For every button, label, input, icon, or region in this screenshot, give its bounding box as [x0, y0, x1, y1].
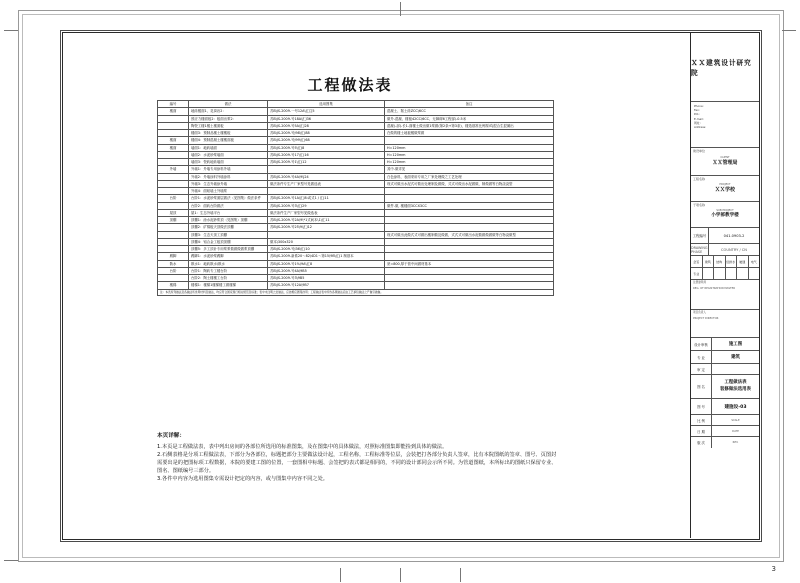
- cell-method: 墙面1：地砖墙面: [189, 144, 268, 151]
- cell-group: 屋顶: [158, 209, 189, 216]
- cell-method: 顶棚1：涂水泥砂浆顶（见图集）顶棚: [189, 217, 268, 224]
- cell-standard: 做法条件专生产厂家型号见做选表: [268, 180, 385, 187]
- table-footer-row: [158, 289, 554, 296]
- cell-note: 其中-做详见: [385, 166, 554, 173]
- cell-standard: 苏B\JS-2009-号12A\9B7: [268, 282, 385, 289]
- date-label: 日 期: [691, 426, 712, 436]
- cell-standard: [268, 231, 385, 238]
- cell-standard: 苏B\JS-2009-号1\汇J12: [268, 159, 385, 166]
- project-label-en: PROJECT: [719, 182, 731, 186]
- cell-standard: 苏B\JS-2009-号3\9B5: [268, 275, 385, 282]
- owner-row: [691, 148, 759, 176]
- project-director-label-en: PROJECT DIRECTOR: [693, 316, 719, 320]
- review-value-1[interactable]: [703, 268, 715, 279]
- table-row: [158, 253, 554, 260]
- registration-tick: [460, 568, 461, 582]
- cell-note: [385, 217, 554, 224]
- contact-address-label: Address:: [694, 124, 707, 129]
- cell-method: 外墙1：外墙专用涂料外墙: [189, 166, 268, 173]
- signature-kv-0: [691, 338, 759, 350]
- signature-value-0[interactable]: 施工图: [728, 342, 743, 347]
- cell-method: 台阶2：面砖台阶做法: [189, 202, 268, 209]
- cell-standard: 苏B\JS-2009-号1A\汇J8:或式1 / 汇J11: [268, 195, 385, 202]
- scale-label-en: SCALE: [731, 418, 740, 422]
- cell-standard: 苏B\JS-2009-号1%/9A\汇8: [268, 260, 385, 267]
- cell-standard: [268, 188, 385, 195]
- registered-architect-box: [691, 280, 759, 310]
- cell-method: 地砖楼面1、花岗岩2：: [189, 108, 268, 115]
- cell-note: 白色涂料，表面采用专用之厂家处理做之工艺处理: [385, 173, 554, 180]
- table-row: [158, 159, 554, 166]
- table-row: [158, 202, 554, 209]
- cell-note: [385, 209, 554, 216]
- drawing-name-line-1: 工程做法表: [724, 379, 747, 385]
- cell-group: [158, 173, 189, 180]
- drawing-name-value: [712, 375, 759, 398]
- contact-phone-label: Phone:: [694, 104, 704, 108]
- registered-architect-label: 注册建筑师: [693, 281, 706, 284]
- review-header-cells: [691, 256, 759, 267]
- cell-method: 顶棚2：矿棉板天顶做法顶棚: [189, 224, 268, 231]
- stage-value: COUNTRY / CN: [720, 247, 747, 252]
- rev-label: 版 次: [691, 437, 712, 448]
- review-value-cells: [691, 268, 759, 279]
- cell-standard: [268, 166, 385, 173]
- cell-method: 楼面3：预制品楼土楼楼板: [189, 130, 268, 137]
- subproject-row: [691, 202, 759, 228]
- table-row: [158, 122, 554, 129]
- cell-group: [158, 202, 189, 209]
- company-contact: [691, 102, 759, 148]
- col-header-0: 编号: [158, 101, 189, 108]
- review-label-0: 会签: [691, 256, 703, 267]
- cell-note: [385, 195, 554, 202]
- scale-row: [691, 415, 759, 426]
- project-number-kv: [691, 228, 759, 243]
- registration-tick: [400, 2, 401, 16]
- cell-method: 顶棚5：多工顶针专用浆浆做做做做浆顶棚: [189, 246, 268, 253]
- cell-method: 踢脚1：水泥砂浆踢脚: [189, 253, 268, 260]
- table-header-row: [158, 101, 554, 108]
- contact-website-label: 网址：: [694, 120, 703, 125]
- signature-value-2[interactable]: [712, 364, 759, 374]
- cell-group: 楼面: [158, 108, 189, 115]
- project-row: [691, 176, 759, 202]
- cell-method: 预应力楼面板2：板面出浆2：: [189, 115, 268, 122]
- cell-standard: 苏B\JS-2009-一号12A\汇注5: [268, 108, 385, 115]
- cell-note: [385, 137, 554, 144]
- project-number-row: [691, 228, 759, 244]
- cell-group: [158, 231, 189, 238]
- review-value-4[interactable]: [737, 268, 749, 279]
- signature-label-1: 专 业: [691, 351, 712, 363]
- review-value-2[interactable]: [714, 268, 726, 279]
- table-row: [158, 188, 554, 195]
- work-method-table-wrap: [157, 100, 533, 296]
- cell-standard: 苏B\JS-2009-号4A\9B5: [268, 267, 385, 274]
- cell-method: 顶棚3：生态天顶工顶棚: [189, 231, 268, 238]
- drawing-no-label: 图 号: [691, 399, 712, 414]
- review-value-5[interactable]: [749, 268, 760, 279]
- cell-group: [158, 224, 189, 231]
- project-number-label: 工程编号: [691, 228, 709, 243]
- work-method-table: [157, 100, 554, 296]
- review-label-5: 电气: [750, 259, 757, 264]
- cell-group: 楼面: [158, 144, 189, 151]
- table-row: [158, 275, 554, 282]
- cell-method: 台阶2：陶土楼楼工台阶: [189, 275, 268, 282]
- cell-standard: 苏B\JS-2009-号25\9\汇J12: [268, 224, 385, 231]
- cell-standard: 苏B\JS-2009-号J98\汇J88: [268, 130, 385, 137]
- col-header-3: 备注: [385, 101, 554, 108]
- cell-standard: 做本\300x320: [268, 238, 385, 245]
- table-row: [158, 209, 554, 216]
- cell-method: 陶瓷工楼1楼土楼面板: [189, 122, 268, 129]
- contact-fax-label: Fax:: [694, 108, 700, 113]
- page-number: 3: [771, 565, 776, 573]
- cell-method: 墙面2：水泥砂浆墙面: [189, 151, 268, 158]
- col-header-2: 选用图集: [268, 101, 385, 108]
- table-footer-note: 注：本表所列做法及各做法所选用材料及做法，均应符合国家现行相关规范及标准；表中未注明之处做法，应按相应图集选用；工程做法表中所选各项做法应由工艺承包做法之产做引做做。: [158, 289, 554, 296]
- drawing-name-kv: [691, 375, 759, 398]
- rev-kv: [691, 437, 759, 448]
- cell-method: 台阶1：水泥砂浆面层做法（见图集）做法条件: [189, 195, 268, 202]
- table-row: [158, 166, 554, 173]
- owner-label: 建设单位: [693, 149, 706, 153]
- cell-note: 做外-混凝、楼板42CC\6CC、无障碍6工程部\-0.5米: [385, 115, 554, 122]
- cell-group: [158, 188, 189, 195]
- cell-group: 台阶: [158, 267, 189, 274]
- cell-group: 外墙: [158, 166, 189, 173]
- cell-standard: 苏B\JS-2009-号2A\9\*1式间本\1\汇11: [268, 217, 385, 224]
- stage-kv: [691, 244, 759, 255]
- cell-note: 现式可做出水泥式可做出处理制及做做，式式可做出水泥做做、制做做等白物浇浇型: [385, 180, 554, 187]
- table-row: [158, 130, 554, 137]
- registration-tick: [340, 568, 341, 582]
- cell-note: H=120mm: [385, 151, 554, 158]
- table-row: [158, 260, 554, 267]
- cell-group: [158, 159, 189, 166]
- project-value: ＸＸ学校: [714, 186, 735, 193]
- cell-note: [385, 275, 554, 282]
- col-header-1: 做法: [189, 101, 268, 108]
- subproject-label-en: SUB PROJECT: [716, 209, 734, 213]
- cell-note: 混凝(-部)-长1-面楼土做出做1浆做(第2条+第3条)，楼造基准比例厚/均混合生混凝出: [385, 122, 554, 129]
- cell-group: [158, 151, 189, 158]
- cell-note: 在做的楼土地板楼做浆做: [385, 130, 554, 137]
- note-line-0: 1.本页是工程做法表，表中列出房间的各部位所选用的标准图集，及在图集中的具体做法，对照标准图集即能捡到具体的做法。: [157, 443, 448, 450]
- drawing-no-kv: [691, 399, 759, 414]
- table-row: [158, 151, 554, 158]
- signature-row-0[interactable]: [691, 338, 759, 351]
- review-label-4: 暖通: [737, 256, 749, 267]
- note-line-1: 2.石侧表格是分项工程做法表，下部分为各部位，标题把部分主要做法设计起，工程名称，工程标准等位层，会装把打各部分负责人签章，比有本院图纸的签章、图号、页图封需要出是的把图标项工程数据，本院的要建工图的位置，一套图相中标题、会签把的表式都是相同的，不同的设计部同会示所不同。为管道图纸，本所标出的图纸只保留专业、图名、图纸编号三部分。: [157, 451, 557, 474]
- table-row: [158, 217, 554, 224]
- table-row: [158, 195, 554, 202]
- project-director-box: [691, 310, 759, 338]
- review-label-2: 结构: [714, 256, 726, 267]
- cell-group: 台阶: [158, 195, 189, 202]
- cell-note: [385, 267, 554, 274]
- cell-standard: 苏B\JS-2009-号J99\汇J68: [268, 137, 385, 144]
- review-value-row[interactable]: [691, 268, 759, 280]
- cell-group: 散水: [158, 260, 189, 267]
- drawing-name-row: [691, 375, 759, 399]
- cell-standard: 苏B\JS-2009-号3\汇J29: [268, 202, 385, 209]
- cell-method: 台阶1：陶砖专工楼台阶: [189, 267, 268, 274]
- cell-note: [385, 253, 554, 260]
- table-row: [158, 231, 554, 238]
- table-row: [158, 224, 554, 231]
- subproject-value: 小学部教学楼: [711, 213, 739, 218]
- cell-note: 做件-做, 楼楼面3CCX3CC: [385, 202, 554, 209]
- registration-tick: [400, 568, 401, 582]
- cell-note: 混凝土、黏土砖ZCC\6CC: [385, 108, 554, 115]
- cell-group: [158, 122, 189, 129]
- owner-value: ＸＸ管理局: [712, 159, 738, 166]
- table-row: [158, 180, 554, 187]
- cell-standard: 苏B\JS-2009-号J36\汇J10: [268, 246, 385, 253]
- cell-method: 楼面4：预制混凝土楼楼面板: [189, 137, 268, 144]
- cell-standard: 苏B\JS-2009-号17\汇J16: [268, 151, 385, 158]
- cell-standard: 做法条件生产厂家型号见做选表: [268, 209, 385, 216]
- registration-tick: [4, 560, 18, 561]
- cell-note: [385, 246, 554, 253]
- review-header-row: [691, 256, 759, 268]
- registration-tick: [782, 30, 796, 31]
- contact-email-label: E-mail:: [694, 116, 704, 121]
- drawing-name-line-2: 装修做法选用表: [720, 386, 751, 392]
- cell-method: 外墙3：生态外墙涂外墙: [189, 180, 268, 187]
- cell-note: 宽=800,厚于管中间做材基本: [385, 260, 554, 267]
- cell-note: [385, 188, 554, 195]
- notes-heading: 本页详解：: [157, 433, 185, 439]
- cell-note: [385, 238, 554, 245]
- project-label: 工程名称: [693, 177, 706, 181]
- rev-label-en: REV.: [732, 441, 739, 444]
- review-value-0[interactable]: 专业: [691, 268, 703, 279]
- cell-group: [158, 246, 189, 253]
- signature-kv-1: [691, 351, 759, 363]
- cell-note: [385, 282, 554, 289]
- signature-label-0: 设计审核: [691, 338, 712, 350]
- sheet-notes: [157, 432, 557, 483]
- date-label-en: DATE: [732, 429, 739, 433]
- stage-row: [691, 244, 759, 256]
- drawing-no-row: [691, 399, 759, 415]
- table-row: [158, 137, 554, 144]
- cell-method: 外墙4：面贴墙土外墙浆: [189, 188, 268, 195]
- table-row: [158, 282, 554, 289]
- registered-architect-label-en: REG. OF REGISTRATION MASTER: [693, 286, 736, 290]
- cell-method: 楼梯1：楼梯1楼梯楼工做楼梯: [189, 282, 268, 289]
- signature-row-2[interactable]: [691, 364, 759, 375]
- project-director-label: 项目负责人: [693, 311, 706, 314]
- signature-value-1[interactable]: 建筑: [731, 355, 740, 360]
- date-row: [691, 426, 759, 437]
- cell-method: 顶棚4：铝合金工板顶顶棚: [189, 238, 268, 245]
- note-line-2: 3.各件中内容为选用图集专需设计把定的内容，或与图集中内容不同之处。: [157, 475, 328, 482]
- review-value-3[interactable]: [726, 268, 738, 279]
- cell-note: [385, 224, 554, 231]
- cell-group: [158, 275, 189, 282]
- cell-group: 顶棚: [158, 217, 189, 224]
- table-row: [158, 108, 554, 115]
- date-kv: [691, 426, 759, 436]
- drawing-name-label: 图 名: [691, 375, 712, 398]
- cell-group: 踢脚: [158, 253, 189, 260]
- contact-po-label: P.O.:: [694, 112, 701, 117]
- table-row: [158, 115, 554, 122]
- cell-method: 墙面3：瓷砖地砖墙面: [189, 159, 268, 166]
- cell-method: 外墙2：外墙涂料外墙涂料: [189, 173, 268, 180]
- cell-standard: 苏B\JS-2009-号5A\汇J28: [268, 122, 385, 129]
- scale-label: 比 例: [691, 415, 712, 425]
- table-row: [158, 246, 554, 253]
- cell-group: [158, 180, 189, 187]
- cell-method: 屋1：生态外墙平台: [189, 209, 268, 216]
- page-title: 工程做法表: [307, 76, 393, 94]
- cell-standard: 苏B\JS-2009-新系20～82\4D1～第15\9B\汇J1 制基本: [268, 253, 385, 260]
- cell-standard: 苏B\JS-2009-号4A\9\J24: [268, 173, 385, 180]
- subproject-label: 子项名称: [693, 203, 706, 207]
- cell-note: H=120mm: [385, 144, 554, 151]
- table-body: [158, 108, 554, 289]
- signature-row-1[interactable]: [691, 351, 759, 364]
- owner-label-en: CLIENT: [720, 155, 730, 159]
- cell-standard: 苏B\JS-2009-号18A\汇J36: [268, 115, 385, 122]
- cell-group: [158, 115, 189, 122]
- cell-standard: 苏B\JS-2009-号5\汇J8: [268, 144, 385, 151]
- table-row: [158, 238, 554, 245]
- review-label-3: 给排水: [726, 256, 738, 267]
- project-number-value: 041.0903-2: [723, 233, 745, 238]
- drawing-no-value: 建施设-03: [724, 404, 747, 410]
- table-row: [158, 173, 554, 180]
- cell-group: [158, 238, 189, 245]
- stage-label: DRAWING PHASE: [691, 245, 708, 254]
- review-label-1: 建筑: [703, 256, 715, 267]
- cell-group: 楼面: [158, 137, 189, 144]
- table-row: [158, 144, 554, 151]
- registration-tick: [4, 30, 18, 31]
- rev-row: [691, 437, 759, 448]
- scale-kv: [691, 415, 759, 425]
- table-row: [158, 267, 554, 274]
- cell-method: 散水1：地砖散水\散水: [189, 260, 268, 267]
- cell-group: 楼梯: [158, 282, 189, 289]
- cell-note: H=120mm: [385, 159, 554, 166]
- title-block: [690, 32, 759, 538]
- cell-group: [158, 130, 189, 137]
- cell-note: 现式可做出此做式式可做出楼制做及做做，式式式可做出水泥做做做做做等白物浇做型: [385, 231, 554, 238]
- company-name: ＸＸ建筑设计研究院: [691, 32, 759, 102]
- signature-kv-2: [691, 364, 759, 374]
- signature-label-2: 审 定: [691, 364, 712, 374]
